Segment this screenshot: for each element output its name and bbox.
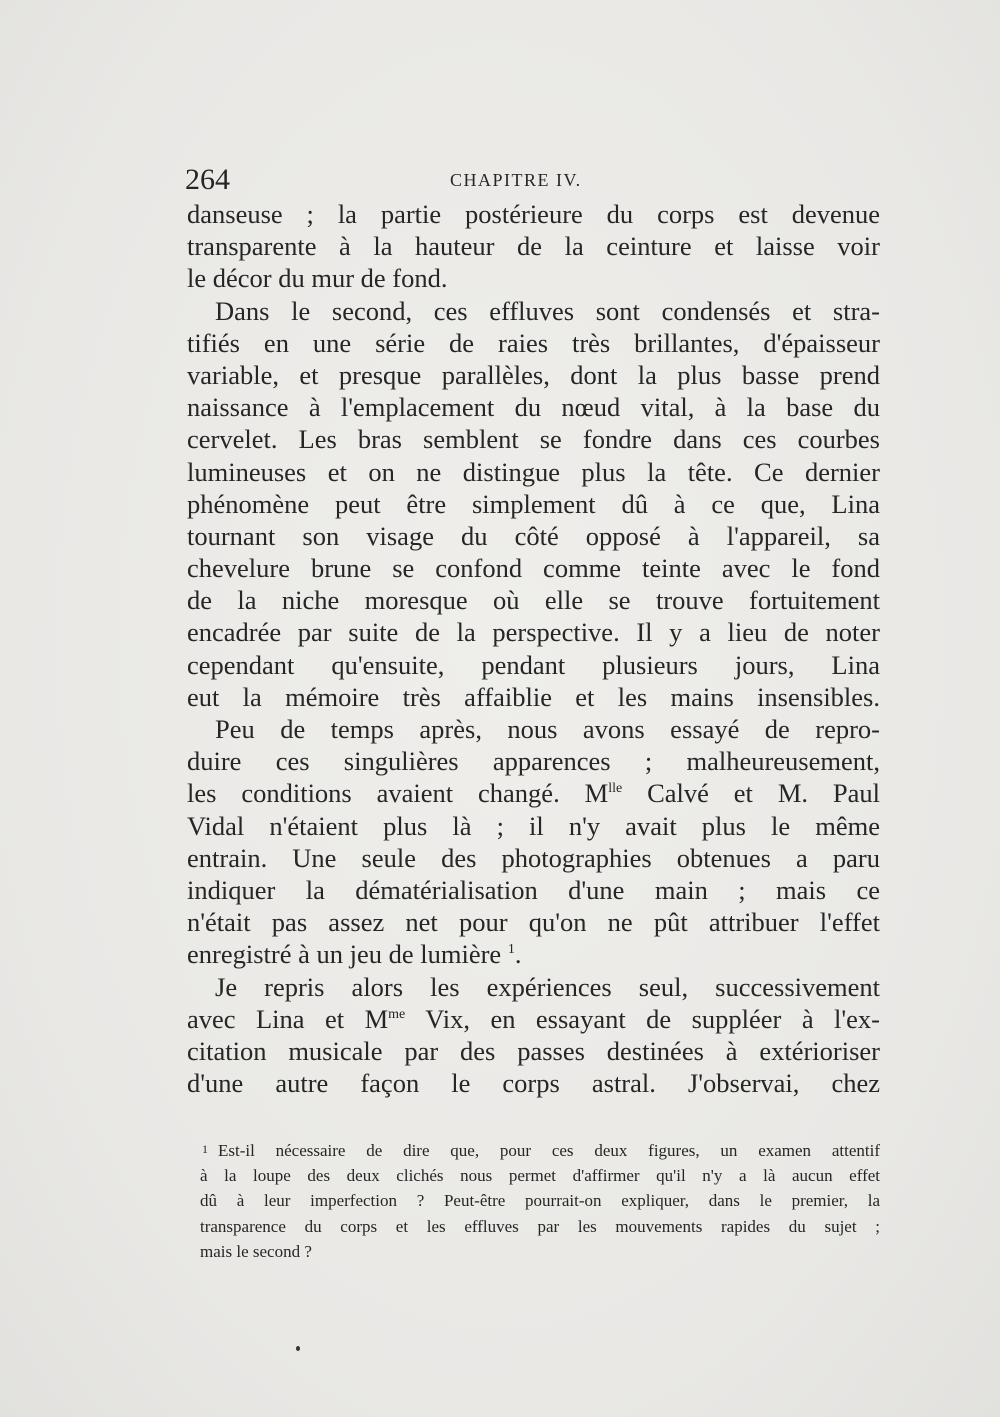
text-segment: Calvé et M. Paul — [647, 778, 880, 809]
text-line: phénomène peut être simplement dû à ce que, Lina — [187, 488, 880, 519]
text-line — [187, 938, 880, 970]
text-line: danseuse ; la partie postérieure du corps est devenue — [187, 199, 880, 229]
text-line: n'était pas assez net pour qu'on ne pût attribuer l'effet — [187, 907, 880, 938]
text-line: eut la mémoire très affaiblie et les mains insensibles. — [187, 681, 880, 712]
text-line: indiquer la dématérialisation d'une main ; mais ce — [187, 874, 880, 905]
text-line: entrain. Une seule des photographies obtenues a paru — [187, 842, 880, 873]
text-line — [187, 1003, 880, 1035]
footnote-line — [200, 1137, 880, 1163]
page-header — [185, 160, 880, 200]
footnote-line: transparence du corps et les effluves par les mouvements rapides du sujet ; — [200, 1216, 880, 1236]
text-line: Peu de temps après, nous avons essayé de repro- — [215, 714, 880, 744]
text-line: transparente à la hauteur de la ceinture et laisse voir — [187, 231, 880, 262]
text-line: tournant son visage du côté opposé à l'appareil, sa — [187, 520, 880, 551]
text-line: cervelet. Les bras semblent se fondre dans ces courbes — [187, 424, 880, 455]
text-line: cependant qu'ensuite, pendant plusieurs jours, Lina — [187, 649, 880, 680]
text-line: duire ces singulières apparences ; malheureusement, — [187, 746, 880, 777]
text-line: Je repris alors les expériences seul, successivement — [215, 971, 880, 1002]
text-line: naissance à l'emplacement du nœud vital, à la base du — [187, 392, 880, 423]
text-line — [187, 777, 880, 809]
footnote-reference: 1 — [507, 942, 515, 958]
honorific: $M^{me}$ — [364, 1003, 406, 1034]
text-line: Vidal n'étaient plus là ; il n'y avait plus le même — [187, 810, 880, 841]
text-line: tifiés en une série de raies très brillantes, d'épaisseur — [187, 327, 880, 358]
ink-speck — [296, 1346, 300, 1351]
text-line: encadrée par suite de la perspective. Il y a lieu de noter — [187, 617, 880, 648]
text-line: citation musicale par des passes destinées à extérioriser — [187, 1035, 880, 1066]
body-text — [187, 198, 880, 1099]
footnote-line: à la loupe des deux clichés nous permet d'affirmer qu'il n'y a là aucun effet — [200, 1165, 880, 1185]
text-line: chevelure brune se confond comme teinte avec le fond — [187, 553, 880, 584]
text-line: Dans le second, ces effluves sont condensés et stra- — [215, 295, 880, 326]
footnote-text: Est-il nécessaire de dire que, pour ces deux figures, un examen attentif — [218, 1141, 880, 1160]
footnote-line: mais le second ? — [200, 1242, 312, 1262]
text-line: de la niche moresque où elle se trouve fortuitement — [187, 585, 880, 616]
text-segment: les conditions avaient changé. — [187, 778, 560, 809]
text-line: lumineuses et on ne distingue plus la tête. Ce dernier — [187, 456, 880, 487]
text-line: le décor du mur de fond. — [187, 263, 448, 294]
text-line: d'une autre façon le corps astral. J'observai, chez — [187, 1068, 880, 1099]
text-line: variable, et presque parallèles, dont la plus basse prend — [187, 359, 880, 390]
text-segment: enregistré à un jeu de lumière — [187, 939, 502, 970]
honorific: $M^{lle}$ — [584, 778, 623, 809]
footnote — [200, 1137, 880, 1265]
text-segment: avec Lina et — [187, 1003, 345, 1034]
text-segment: . — [514, 939, 522, 970]
footnote-line: dû à leur imperfection ? Peut-être pourrait-on expliquer, dans le premier, la — [200, 1191, 880, 1211]
footnote-marker: 1 — [202, 1142, 208, 1156]
page-number: 264 — [185, 163, 230, 196]
running-head: CHAPITRE IV. — [450, 170, 582, 190]
text-segment: Vix, en essayant de suppléer à l'ex- — [425, 1003, 880, 1034]
